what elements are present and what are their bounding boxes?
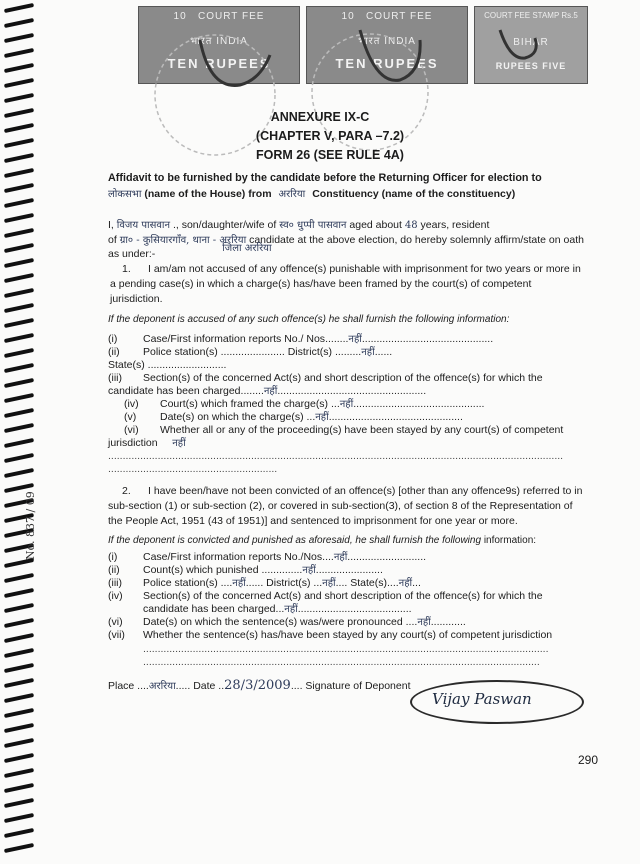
handwritten-address-2: जिला अररिया [222, 243, 272, 254]
s1-number: 1. [122, 263, 131, 275]
s1-item-text: Section(s) of the concerned Act(s) and short description of the offence(s) for which the [143, 372, 543, 384]
decl-of: of [108, 234, 117, 246]
s1-item-num: (iii) [108, 372, 122, 384]
s1-text-3: jurisdiction. [110, 293, 163, 305]
binding-coil [4, 468, 34, 478]
s2-item-num: (ii) [108, 564, 120, 576]
handwritten-nil: नहीं [333, 552, 348, 563]
binding-coil [4, 573, 34, 583]
binding-coil [4, 273, 34, 283]
handwritten-nil: नहीं [232, 578, 246, 589]
stamp-denomination: 10 [341, 11, 355, 22]
stamp-middle-text: BIHAR [513, 37, 549, 48]
binding-coil [4, 303, 34, 313]
s2-instruction: If the deponent is convicted and punished as aforesaid, he shall furnish the following [108, 535, 482, 546]
s1-item-num: (iv) [124, 398, 139, 410]
handwritten-nil: नहीं [398, 578, 413, 589]
binding-coil [4, 588, 34, 598]
handwritten-address: ग्रा० - कुसियारगाँव, थाना - अररिया [119, 235, 247, 246]
decl-son-of: ., son/daughter/wife of [172, 219, 277, 231]
binding-coil [4, 363, 34, 373]
affidavit-page: 10 COURT FEE भारत INDIA TEN RUPEES 10 COURT FEE भारत INDIA TEN RUPEES COURT FEE STAMP Rs.5 BIHAR RUPEES FIVE ANNEXURE IX-C (CHAPTER V, PARA –7.2) FORM 26 (SEE RULE 4A) Affidavit to be furnished by the candidate before the Returning Officer for election to लोकसभा (name of the House) from अररिया Constituency (name of the constituency) I, विजय पासवान ., son/daughter/wife of स्व० धुप्पी पासवान aged about 48 years, resident of ग्रा० - कुसियारगाँव, थाना - अररिया candidate at the above election, do hereby solemnly affirm/state on oath as under:- जिला अररिया 1. I am/am not accused of any offence(s) punishable with imprisonment for two years or more in a pending case(s) in which a charge(s) has/have been framed by the court(s) of competent jurisdiction. If the deponent is accused of any such offence(s) he shall furnish the following information: (i) Case/First information reports No./ Nos........नहीं............................................. (ii) Police station(s) ...................... District(s) .........नहीं...... State(s) ........................... (iii) Section(s) of the concerned Act(s) and short description of the offence(s) for which the candidate has been charged........नहीं................................................... (iv) Court(s) which framed the charge(s) ...नहीं............................................. (v) Date(s) on which the charge(s) ...नहीं.............................................. (vi) Whether all or any of the proceeding(s) have been stayed by any court(s) of competent jurisdiction नहीं ............................................................................................................................................................ .......................................................... 2. I have been/have not been convicted of an offence(s) [other than any offence9s) referred to in sub-section (1) or sub-section (2), or covered in sub-section(3), of section 8 of the Representation of the People Act, 1951 (43 of 1951)] and sentenced to imprisonment for one year or more. If the deponent is convicted and punished as aforesaid, he shall furnish the following information: (i) Case/First information reports No./Nos....नहीं........................... (ii) Count(s) which punished ..............नहीं....................... (iii) Police station(s) ....नहीं...... District(s) ...नहीं.... State(s)....नहीं... (iv) Section(s) of the concerned Act(s) and short description of the offence(s) for which the candidate has been charged...नहीं....................................... (vi) Date(s) on which the sentence(s) was/were pronounced ....नहीं............ (vii) Whether the sentence(s) has/have been stayed by any court(s) of competent jurisdiction ........................................................................................................................................... ........................................................................................................................................ Place ....अररिया..... Date ..28/3/2009.... Signature of Deponent Vijay Paswan No. 837 / 09 290 [0, 0, 640, 864]
s2-item-text-b: District(s) [266, 577, 311, 589]
binding-coil [4, 663, 34, 673]
handwritten-nil: नहीं [172, 438, 186, 449]
annexure-title: ANNEXURE IX-C [270, 110, 370, 124]
page-number: 290 [578, 753, 599, 767]
s1-item-text: State(s) [108, 359, 145, 371]
s2-item-text: Section(s) of the concerned Act(s) and short description of the offence(s) for which the [143, 590, 543, 602]
s2-text-1: I have been/have not been convicted of an offence(s) [other than any offence9s) referred to in [148, 485, 583, 497]
stamp-top-text: COURT FEE [366, 11, 433, 22]
handwritten-nil: नहीं [348, 334, 362, 345]
s2-item-text: Police station(s) [143, 577, 218, 589]
s2-item-text: Case/First information reports No./Nos [143, 551, 323, 563]
binding-coil [4, 798, 34, 808]
chapter-title: (CHAPTER V, PARA –7.2) [255, 129, 405, 143]
s1-item-num: (ii) [108, 346, 120, 358]
binding-coil [4, 828, 34, 838]
handwritten-house: लोकसभा [108, 189, 142, 200]
s2-item-text: Count(s) which punished [143, 564, 259, 576]
binding-coil [4, 813, 34, 823]
binding-coil [4, 618, 34, 628]
stamp-middle-text: भारत INDIA [190, 36, 248, 47]
handwritten-nil: नहीं [322, 578, 336, 589]
stamp-bottom-text: TEN RUPEES [335, 56, 439, 71]
intro-line-2b: Constituency (name of the constituency) [312, 188, 516, 200]
handwritten-name: विजय पासवान [116, 220, 171, 231]
s1-instruction: If the deponent is accused of any such offence(s) he shall furnish the following information: [108, 314, 510, 325]
stamp-bottom-text: RUPEES FIVE [495, 61, 567, 71]
binding-coil [4, 723, 34, 733]
s2-item-text-c: State(s) [350, 577, 387, 589]
s2-text-2: sub-section (1) or sub-section (2), or covered in sub-section(3), of section 8 of the Representation of [108, 500, 573, 512]
s2-item-num: (i) [108, 551, 118, 563]
binding-coil [4, 453, 34, 463]
intro-line-1: Affidavit to be furnished by the candidate before the Returning Officer for election to [108, 172, 542, 184]
s1-item-text: jurisdiction [108, 437, 158, 449]
binding-coil [4, 288, 34, 298]
binding-coil [4, 258, 34, 268]
handwritten-place: अररिया [148, 681, 176, 692]
margin-note: No. 837 / 09 [24, 491, 37, 560]
handwritten-constituency: अररिया [278, 189, 306, 200]
s2-item-text: Date(s) on which the sentence(s) was/were pronounced [143, 616, 403, 628]
binding-coil [4, 708, 34, 718]
s1-item-text: Police station(s) [143, 346, 218, 358]
handwritten-nil: नहीं [339, 399, 354, 410]
intro-line-2a: (name of the House) from [144, 188, 272, 200]
stamp-top-text: COURT FEE STAMP [484, 11, 560, 20]
s2-dotted-line: ........................................................................................................................................ [143, 656, 540, 668]
s1-dotted-line: ............................................................................................................................................................ [108, 450, 564, 462]
binding-coil [4, 603, 34, 613]
binding-coil [4, 423, 34, 433]
stamp-denomination: 10 [173, 11, 187, 22]
s1-item-text: Court(s) which framed the charge(s) [160, 398, 329, 410]
stamp-middle-text: भारत INDIA [358, 36, 416, 47]
handwritten-nil: नहीं [302, 565, 316, 576]
s1-text-1: I am/am not accused of any offence(s) punishable with imprisonment for two years or more in [148, 263, 581, 275]
handwritten-nil: नहीं [361, 347, 375, 358]
place-label: Place [108, 680, 135, 692]
s2-item-text: candidate has been charged [143, 603, 276, 615]
handwritten-nil: नहीं [417, 617, 431, 628]
s2-text-3: the People Act, 1951 (43 of 1951)] and sentenced to imprisonment for one year or more. [108, 515, 518, 527]
s1-item-text: Whether all or any of the proceeding(s) have been stayed by any court(s) of competent [160, 424, 564, 436]
s1-item-num: (v) [124, 411, 137, 423]
handwritten-date: 28/3/2009 [224, 678, 291, 693]
handwritten-nil: नहीं [315, 412, 329, 423]
binding-coil [4, 783, 34, 793]
handwritten-signature: Vijay Paswan [432, 690, 532, 708]
date-label: Date [193, 680, 216, 692]
binding-coil [4, 843, 34, 853]
s1-text-2: a pending case(s) in which a charge(s) has/have been framed by the court(s) of competent [110, 278, 532, 290]
decl-candidate: candidate at the above election, do hereby solemnly affirm/state on oath [249, 234, 584, 246]
s1-item-num: (vi) [124, 424, 139, 436]
handwritten-age: 48 [404, 220, 418, 231]
handwritten-nil: नहीं [284, 604, 298, 615]
s2-dotted-line: ........................................................................................................................................... [143, 643, 549, 655]
binding-coil [4, 738, 34, 748]
binding-coil [4, 228, 34, 238]
decl-years: years, resident [420, 219, 490, 231]
binding-coil [4, 693, 34, 703]
binding-coil [4, 633, 34, 643]
binding-coil [4, 678, 34, 688]
binding-coil [4, 333, 34, 343]
signature-label: Signature of Deponent [305, 680, 411, 692]
decl-as-under: as under:- [108, 248, 156, 260]
stamp-bottom-text: TEN RUPEES [167, 56, 271, 71]
stamp-top-text: COURT FEE [198, 11, 265, 22]
s1-item-text: Case/First information reports No./ Nos [143, 333, 326, 345]
s1-dotted-line: .......................................................... [108, 463, 278, 475]
binding-coil [4, 648, 34, 658]
s2-item-num: (iii) [108, 577, 122, 589]
s1-item-text: candidate has been charged [108, 385, 241, 397]
binding-coil [4, 318, 34, 328]
handwritten-nil: नहीं [263, 386, 278, 397]
form-title: FORM 26 (SEE RULE 4A) [256, 148, 404, 162]
s2-item-num: (iv) [108, 590, 123, 602]
binding-coil [4, 378, 34, 388]
stamp-cancellation-marks [0, 0, 640, 200]
s2-item-text: Whether the sentence(s) has/have been stayed by any court(s) of competent jurisdiction [143, 629, 553, 641]
s1-item-text-b: District(s) [287, 346, 333, 358]
decl-i: I, [108, 219, 114, 231]
s2-number: 2. [122, 485, 131, 497]
s1-item-num: (i) [108, 333, 118, 345]
binding-coil [4, 393, 34, 403]
s2-item-num: (vi) [108, 616, 123, 628]
s1-item-text: Date(s) on which the charge(s) [160, 411, 304, 423]
binding-coil [4, 768, 34, 778]
decl-aged: aged about [349, 219, 402, 231]
stamp-denomination: Rs.5 [561, 11, 578, 20]
binding-coil [4, 213, 34, 223]
s2-item-num: (vii) [108, 629, 125, 641]
binding-coil [4, 243, 34, 253]
binding-coil [4, 753, 34, 763]
binding-coil [4, 408, 34, 418]
binding-coil [4, 438, 34, 448]
s2-instruction-b: information: [483, 535, 537, 546]
binding-coil [4, 348, 34, 358]
handwritten-father: स्व० धुप्पी पासवान [279, 220, 347, 231]
